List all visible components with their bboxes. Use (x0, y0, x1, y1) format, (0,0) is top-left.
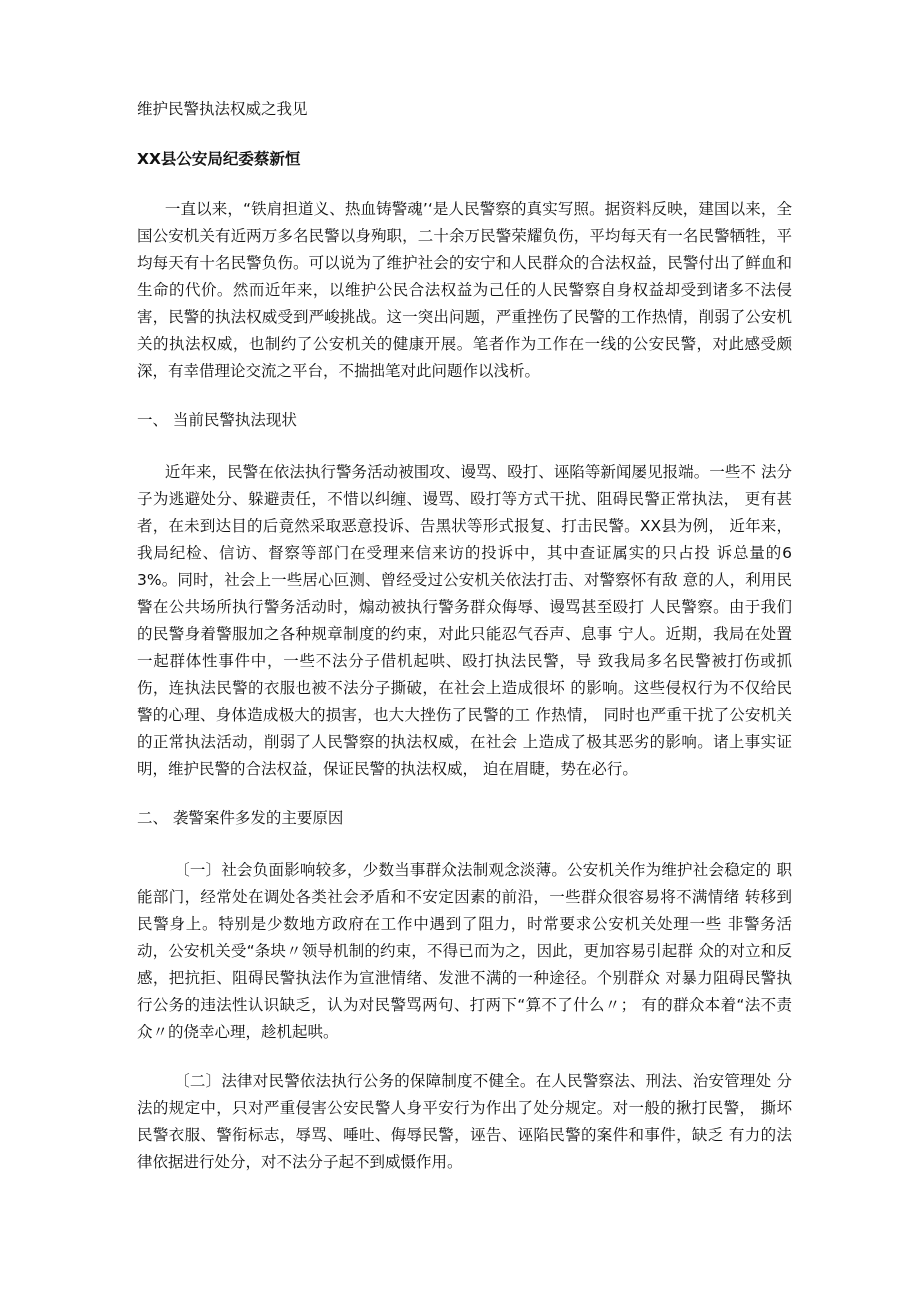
section-2-paragraph-1: 〔一〕社会负面影响较多，少数当事群众法制观念淡薄。公安机关作为维护社会稳定的 职能部门，经常处在调处各类社会矛盾和不安定因素的前沿，一些群众很容易将不满情绪 转移到民警身上。特别是少数地方政府在工作中遇到了阻力，时常要求公安机关处理一些 非警务活动，公安机关受“条块〃领导机制的约束，不得已而为之，因此，更加容易引起群 众的对立和反感，把抗拒、阻碍民警执法作为宣泄情绪、发泄不满的一种途径。个别群众 对暴力阻碍民警执行公务的违法性认识缺乏，认为对民警骂两句、打两下“算不了什么〃； 有的群众本着“法不责众〃的侥幸心理，趁机起哄。 (137, 861, 792, 1041)
author-line: XX县公安局纪委蔡新恒 (137, 150, 301, 168)
section-2-heading: 二、 袭警案件多发的主要原因 (137, 809, 344, 827)
section-1-paragraph: 近年来，民警在依法执行警务活动被围攻、谩骂、殴打、诬陷等新闻屡见报端。一些不 法分子为逃避处分、躲避责任，不惜以纠缠、谩骂、殴打等方式干扰、阻碍民警正常执法， 更有甚者，在未到达目的后竟然采取恶意投诉、告黑状等形式报复、打击民警。XX县为例， 近年来，我局纪检、信访、督察等部门在受理来信来访的投诉中，其中查证属实的只占投 诉总量的63%。同时，社会上一些居心叵测、曾经受过公安机关依法打击、对警察怀有敌 意的人，利用民警在公共场所执行警务活动时，煽动被执行警务群众侮辱、谩骂甚至殴打 人民警察。由于我们的民警身着警服加之各种规章制度的约束，对此只能忍气吞声、息事 宁人。近期，我局在处置一起群体性事件中，一些不法分子借机起哄、殴打执法民警，导 致我局多名民警被打伤或抓伤，连执法民警的衣服也被不法分子撕破，在社会上造成很坏 的影响。这些侵权行为不仅给民警的心理、身体造成极大的损害，也大大挫伤了民警的工 作热情， 同时也严重干扰了公安机关的正常执法活动，削弱了人民警察的执法权威，在社会 上造成了极其恶劣的影响。诸上事实证明，维护民警的合法权益，保证民警的执法权威， 迫在眉睫，势在必行。 (137, 463, 792, 778)
intro-paragraph: 一直以来，“铁肩担道义、热血铸警魂’‘是人民警察的真实写照。据资料反映，建国以来，全国公安机关有近两万多名民警以身殉职，二十余万民警荣耀负伤，平均每天有一名民警牺牲，平均每天有十名民警负伤。可以说为了维护社会的安宁和人民群众的合法权益，民警付出了鲜血和生命的代价。然而近年来，以维护公民合法权益为己任的人民警察自身权益却受到诸多不法侵害，民警的执法权威受到严峻挑战。这一突出问题，严重挫伤了民警的工作热情，削弱了公安机关的执法权威，也制约了公安机关的健康开展。笔者作为工作在一线的公安民警，对此感受颇深，有幸借理论交流之平台，不揣拙笔对此问题作以浅析。 (137, 200, 792, 380)
section-2-paragraph-2: 〔二〕法律对民警依法执行公务的保障制度不健全。在人民警察法、刑法、治安管理处 分法的规定中，只对严重侵害公安民警人身平安行为作出了处分规定。对一般的揪打民警， 撕坏民警衣服、警衔标志，辱骂、唾吐、侮辱民警，诬告、诬陷民警的案件和事件，缺乏 有力的法律依据进行处分，对不法分子起不到威慑作用。 (137, 1072, 792, 1171)
document-page (137, 96, 792, 1198)
document-title: 维护民警执法权威之我见 (137, 100, 308, 118)
section-1-heading: 一、 当前民警执法现状 (137, 411, 297, 429)
